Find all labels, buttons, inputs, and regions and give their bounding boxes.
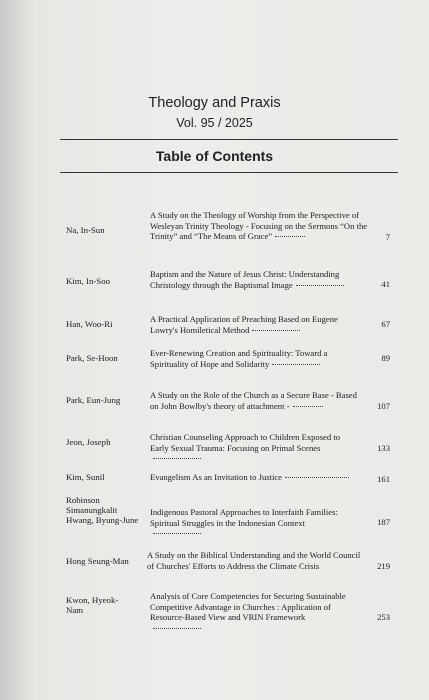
entry-title-text: A Study on the Theology of Worship from the Perspective of Wesleyan Trinity Theology - Focusing on the Sermons “On the Trinity” and “The Means of Grace” <box>150 210 368 241</box>
entry-author: Na, In-Sun <box>66 225 105 235</box>
entry-title <box>150 390 365 411</box>
entry-title-text: A Study on the Biblical Understanding and the World Council of Churches' Efforts to Address the Climate Crisis <box>147 550 361 571</box>
leader-dots <box>272 364 320 365</box>
entry-page: 7 <box>385 232 390 242</box>
leader-dots <box>153 533 201 534</box>
toc-title: Table of Contents <box>155 148 274 164</box>
entry-title <box>150 210 372 242</box>
entry-author: Hong Seung-Man <box>66 556 129 566</box>
entry-title-text: Christian Counseling Approach to Children Exposed to Early Sexual Trauma: Focusing on Primal Scenes <box>150 432 340 453</box>
entry-title <box>150 507 350 539</box>
entry-page: 161 <box>377 474 390 484</box>
entry-author: Jeon, Joseph <box>66 437 111 447</box>
leader-dots <box>153 458 201 459</box>
entry-title-text: Indigenous Pastoral Approaches to Interfaith Families: Spiritual Struggles in the Indonesian Context <box>150 507 338 528</box>
entry-title <box>147 550 365 571</box>
entry-page: 219 <box>377 561 390 571</box>
entry-title-text: A Study on the Role of the Church as a Secure Base - Based on John Bowlby's theory of attachment - <box>150 390 357 411</box>
entry-page: 253 <box>377 612 390 622</box>
leader-dots <box>275 236 305 237</box>
top-rule <box>60 139 398 140</box>
leader-dots <box>293 406 323 407</box>
entry-page: 89 <box>381 353 390 363</box>
entry-page: 41 <box>381 279 390 289</box>
entry-title <box>150 432 360 464</box>
entry-title-text: Analysis of Core Competencies for Securing Sustainable Competitive Advantage in Churches : Application of Resource-Based View and VRIN Framework <box>150 591 346 622</box>
entry-author: Kim, In-Soo <box>66 276 110 286</box>
entry-title <box>150 591 355 633</box>
entry-author: Park, Eun-Jung <box>66 395 121 405</box>
entry-page: 107 <box>377 401 390 411</box>
entry-author: Han, Woo-Ri <box>66 319 113 329</box>
entry-title-text: A Practical Application of Preaching Based on Eugene Lowry's Homiletical Method <box>150 314 338 335</box>
entry-page: 67 <box>381 319 390 329</box>
entry-title-text: Baptism and the Nature of Jesus Christ: Understanding Christology through the Baptismal Image <box>150 269 340 290</box>
entry-page: 187 <box>377 517 390 527</box>
leader-dots <box>153 628 201 629</box>
leader-dots <box>285 477 349 478</box>
entry-title <box>150 348 350 369</box>
journal-title: Theology and Praxis <box>148 95 281 111</box>
bottom-rule <box>60 172 398 173</box>
entry-author: Kim, Sunil <box>66 472 105 482</box>
entry-title-text: Evangelism As an Invitation to Justice <box>150 472 282 482</box>
entry-title <box>150 472 365 483</box>
entry-author: Robinson Simanungkalit Hwang, Byung-June <box>66 495 139 525</box>
journal-volume: Vol. 95 / 2025 <box>176 116 253 130</box>
entry-page: 133 <box>377 443 390 453</box>
leader-dots <box>252 330 300 331</box>
entry-title <box>150 269 370 290</box>
leader-dots <box>296 285 344 286</box>
entry-title-text: Ever-Renewing Creation and Spirituality: Toward a Spirituality of Hope and Solidarity <box>150 348 328 369</box>
entry-author: Park, Se-Hoon <box>66 353 118 363</box>
entry-title <box>150 314 362 335</box>
entry-author: Kwon, Hyeok-Nam <box>66 595 119 615</box>
